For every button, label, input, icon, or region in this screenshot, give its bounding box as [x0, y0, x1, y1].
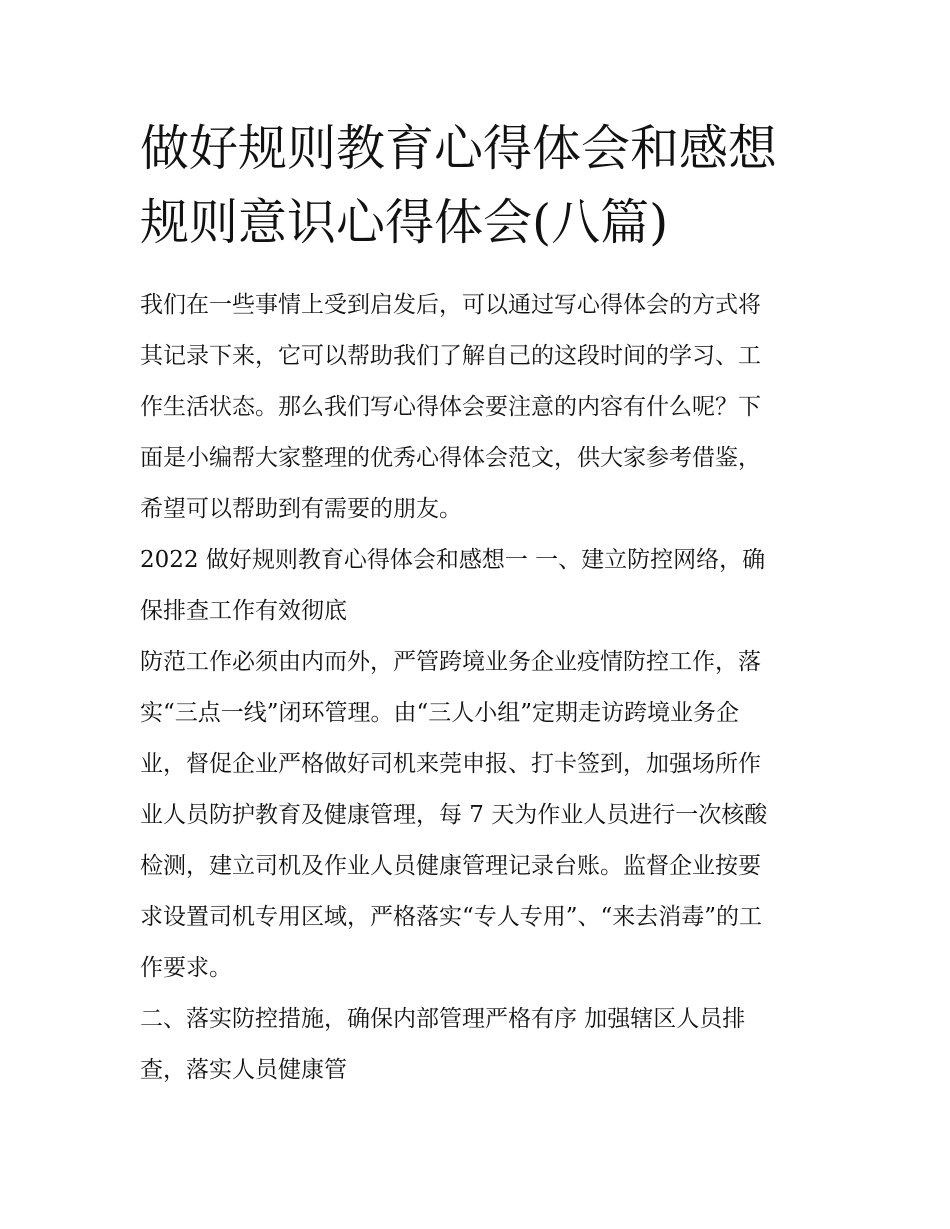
- text-line: 查，落实人员健康管: [140, 1057, 347, 1083]
- text-line: 业，督促企业严格做好司机来莞申报、打卡签到，加强场所作: [140, 751, 761, 777]
- text-line: 2022 做好规则教育心得体会和感想一 一、建立防控网络，确: [140, 547, 766, 573]
- text-line: 保排查工作有效彻底: [140, 598, 347, 624]
- text-line: 作生活状态。那么我们写心得体会要注意的内容有什么呢？下: [140, 394, 761, 420]
- section-heading-1: [140, 535, 830, 637]
- text-line: 检测，建立司机及作业人员健康管理记录台账。监督企业按要: [140, 853, 761, 879]
- text-line: 希望可以帮助到有需要的朋友。: [140, 496, 462, 522]
- text-line: 实“三点一线”闭环管理。由“三人小组”定期走访跨境业务企: [140, 700, 740, 726]
- text-line: 作要求。: [140, 955, 232, 981]
- text-line: 面是小编帮大家整理的优秀心得体会范文，供大家参考借鉴，: [140, 445, 761, 471]
- intro-paragraph: [140, 280, 830, 535]
- title-line: 规则意识心得体会(八篇): [140, 194, 669, 251]
- section-heading-2: [140, 994, 830, 1096]
- text-line: 求设置司机专用区域，严格落实“专人专用”、“来去消毒”的工: [140, 904, 763, 930]
- title-line: 做好规则教育心得体会和感想: [140, 120, 778, 177]
- document-title: [140, 112, 830, 260]
- text-line: 二、落实防控措施，确保内部管理严格有序 加强辖区人员排: [140, 1006, 746, 1032]
- text-line: 我们在一些事情上受到启发后，可以通过写心得体会的方式将: [140, 292, 761, 318]
- text-line: 业人员防护教育及健康管理，每 7 天为作业人员进行一次核酸: [140, 802, 768, 828]
- document-body: [140, 280, 830, 1096]
- body-paragraph-1: [140, 637, 830, 994]
- text-line: 其记录下来，它可以帮助我们了解自己的这段时间的学习、工: [140, 343, 761, 369]
- text-line: 防范工作必须由内而外，严管跨境业务企业疫情防控工作，落: [140, 649, 761, 675]
